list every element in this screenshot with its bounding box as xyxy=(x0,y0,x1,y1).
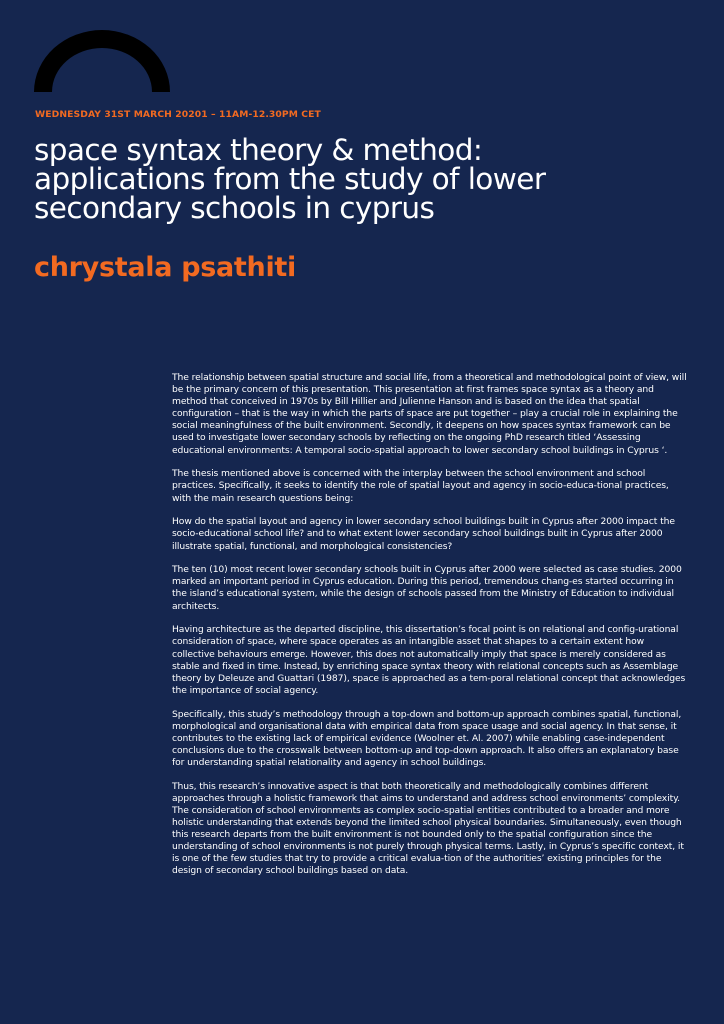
author-name: chrystala psathiti xyxy=(34,252,296,283)
half-circle-arc-icon xyxy=(34,30,170,92)
abstract-paragraph: Having architecture as the departed discipline, this dissertation’s focal point is on relational and config-urational consideration of space, where space operates as an intangible asset that shapes to a certain extent how collective behaviours emerge. However, this does not automatically imply that space is merely considered as stable and fixed in time. Instead, by enriching space syntax theory with relational concepts such as Assemblage theory by Deleuze and Guattari (1987), space is approached as a tem-poral relational concept that acknowledges the importance of social agency. xyxy=(172,624,686,696)
page-title xyxy=(34,133,694,225)
abstract-paragraph: How do the spatial layout and agency in lower secondary school buildings built in Cyprus after 2000 impact the socio-educational school life? and to what extent lower secondary school buildings built in Cyprus after 2000 illustrate spatial, functional, and morphological consistencies? xyxy=(172,516,675,552)
abstract-paragraph: The thesis mentioned above is concerned with the interplay between the school environment and school practices. Specifically, it seeks to identify the role of spatial layout and agency in socio-educa-tional practices, with the main research questions being: xyxy=(172,468,669,504)
abstract-paragraph: Thus, this research’s innovative aspect is that both theoretically and methodologically combines different approaches through a holistic framework that aims to understand and address school environments’ complexity. The consideration of school environments as complex socio-spatial entities contributed to a broader and more holistic understanding that extends beyond the limited school physical boundaries. Simultaneously, even though this research departs from the built environment is not bounded only to the spatial configuration since the understanding of school environments is not purely through physical terms. Lastly, in Cyprus’s specific context, it is one of the few studies that try to provide a critical evalua-tion of the authorities’ existing principles for the design of secondary school buildings based on data. xyxy=(172,780,684,877)
title-line: space syntax theory & method: xyxy=(34,133,483,167)
title-line: secondary schools in cyprus xyxy=(34,191,435,225)
abstract-body xyxy=(172,372,688,889)
abstract-paragraph: Specifically, this study’s methodology through a top-down and bottom-up approach combines spatial, functional, morphological and organisational data with empirical data from space usage and social agency. In that sense, it contributes to the existing lack of empirical evidence (Woolner et. Al. 2007) while enabling case-independent conclusions due to the crosswalk between bottom-up and top-down approach. It also offers an explanatory base for understanding spatial relationality and agency in school buildings. xyxy=(172,708,682,768)
abstract-paragraph: The ten (10) most recent lower secondary schools built in Cyprus after 2000 were selected as case studies. 2000 marked an important period in Cyprus education. During this period, tremendous chang-es started occurring in the island’s educational system, while the design of schools passed from the Ministry of Education to individual architects. xyxy=(172,564,682,612)
title-line: applications from the study of lower xyxy=(34,162,546,196)
event-date-time: WEDNESDAY 31ST MARCH 20201 – 11AM-12.30PM CET xyxy=(35,109,321,120)
abstract-paragraph: The relationship between spatial structure and social life, from a theoretical and methodological point of view, will be the primary concern of this presentation. This presentation at first frames space syntax as a theory and method that conceived in 1970s by Bill Hillier and Julienne Hanson and is based on the idea that spatial configuration – that is the way in which the parts of space are put together – play a crucial role in explaining the social meaningfulness of the built environment. Secondly, it deepens on how spaces syntax framework can be used to investigate lower secondary schools by reflecting on the ongoing PhD research titled ‘Assessing educational environments: A temporal socio-spatial approach to lower secondary school buildings in Cyprus ‘. xyxy=(172,372,687,456)
